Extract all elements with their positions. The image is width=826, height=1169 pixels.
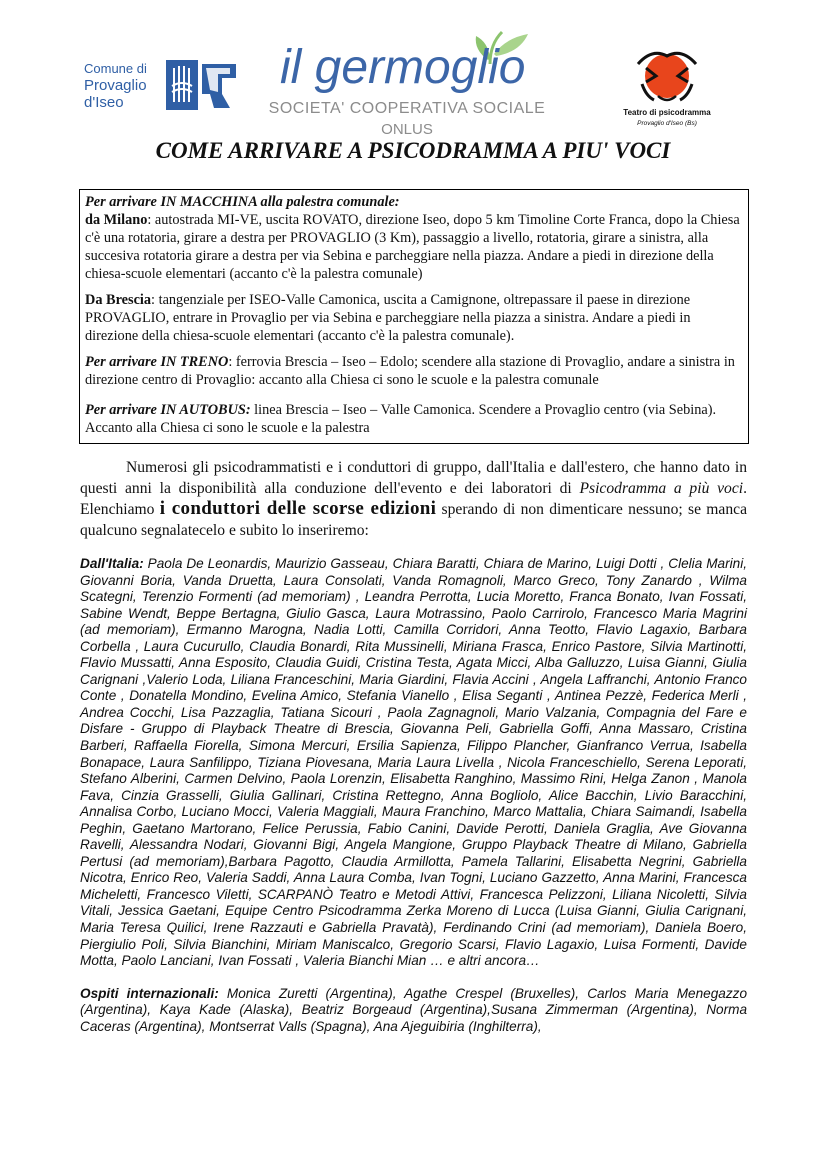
conductors-list [80, 556, 747, 1035]
train-label: Per arrivare IN TRENO [85, 354, 229, 370]
teatro-psicodramma-logo [612, 46, 722, 136]
intro-paragraph [80, 458, 747, 541]
train-text: : ferrovia Brescia – Iseo – Edolo; scendere alla stazione di Provaglio, andare a sinistra in direzione centro di Provaglio: accanto alla Chiesa ci sono le scuole e la palestra comunale [85, 354, 735, 388]
teatro-location: Provaglio d'Iseo (Bs) [637, 120, 697, 127]
intro-highlight: i conduttori delle scorse edizioni [159, 498, 437, 519]
intro-part2: . Elenchiamo [80, 479, 747, 518]
event-name: Psicodramma a più voci [579, 479, 744, 497]
international-guests [80, 986, 747, 1036]
bus-text: linea Brescia – Iseo – Valle Camonica. Scendere a Provaglio centro (via Sebina). Accanto alla Chiesa ci sono le scuole e la palestra [85, 402, 717, 436]
bus-label: Per arrivare IN AUTOBUS: [85, 402, 251, 418]
brand-subtitle: SOCIETA' COOPERATIVA SOCIALE [268, 100, 546, 117]
brand-onlus: ONLUS [381, 121, 433, 138]
italy-label: Dall'Italia: [80, 556, 144, 571]
il-germoglio-logo [262, 30, 562, 140]
comune-line1: Comune di [84, 61, 147, 76]
italy-conductors [80, 556, 747, 970]
comune-logo-text [84, 60, 147, 111]
comune-provaglio-logo [82, 58, 242, 118]
train-directions [85, 353, 743, 389]
intro-part1: Numerosi gli psicodrammatisti e i conduttori di gruppo, dall'Italia e dall'estero, che hanno dato in questi anni la disponibilità alla conduzione dell'evento e dei laboratori di [80, 459, 747, 497]
international-names: Monica Zuretti (Argentina), Agathe Crespel (Bruxelles), Carlos Maria Menegazzo (Argentina), Kaya Kade (Alaska), Beatriz Borgeaud (Argentina),Susana Zimmerman (Argentina), Norma Caceras (Argentina), Montserrat Valls (Spagna), Ana Ajeguibiria (Inghilterra), [80, 985, 748, 1034]
car-heading: Per arrivare IN MACCHINA alla palestra comunale: [85, 194, 400, 210]
coat-of-arms-icon [166, 58, 238, 112]
bus-directions [85, 401, 743, 437]
milano-label: da Milano [85, 212, 148, 228]
comune-line2: Provaglio [84, 77, 147, 94]
intro-part3: sperando di non dimenticare nessuno; se manca qualcuno segnalatecelo e subito lo inseriremo: [80, 501, 747, 539]
theatre-mask-icon [632, 46, 702, 108]
italy-names: Paola De Leonardis, Maurizio Gasseau, Chiara Baratti, Chiara de Marino, Luigi Dotti , Clelia Marini, Giovanni Boria, Vanda Druetta, Laura Consolati, Vanda Romagnoli, Marco Greco, Tony Zanardo , Wilma Scategni, Terenzio Formenti (ad memoriam) , Leandra Perrotta, Lucia Moretto, Franca Bonato, Ivan Fossati, Sabine Wendt, Beppe Bertagna, Giulio Gasca, Laura Motrassino, Paolo Carrirolo, Francesco Maria Magrini (ad memoriam), Ermanno Marogna, Nadia Lotti, Camilla Corridori, Anna Teotto, Flavio Lagaxio, Barbara Corbella , Laura Cucurullo, Claudia Bonardi, Rita Mussinelli, Miriana Frasca, Enrico Pastore, Silvia Martinotti, Flavio Mussatti, Anna Esposito, Claudia Guidi, Cristina Testa, Agata Micci, Alba Galluzzo, Luisa Gianni, Giulia Carignani ,Valerio Loda, Liliana Franceschini, Maria Giardini, Flavia Accini , Angela Laffranchi, Antonio Franco Conte , Donatella Mondino, Evelina Amico, Stefania Vianello , Elisa Seganti , Antinea Pezzè, Federica Merli , Andrea Cocchi, Lisa Pazzaglia, Tatiana Sicouri , Paola Zagnagnoli, Mario Valzania, Compagnia del Fare e Disfare - Gruppo di Playback Theatre di Brescia, Giovanna Peli, Gabriella Goffi, Anna Massaro, Cristina Barberi, Raffaella Fiorella, Simona Mercuri, Ersilia Sapienza, Filippo Plancher, Gianfranco Verrua, Isabella Bonapace, Laura Sanfilippo, Tiziana Piovesana, Maria Laura Livella , Nicola Franceschiello, Serena Leporati, Stefano Alberini, Carmen Delvino, Paola Lorenzin, Elisabetta Ranghino, Massimo Rini, Helga Zanon , Manola Fava, Cinzia Grasselli, Giulia Gallinari, Cristina Rettegno, Anna Bogliolo, Alice Bacchin, Livio Baracchini, Annalisa Corbo, Luciano Mocci, Valeria Maggiali, Maura Franchino, Marco Mattalia, Chiara Saimandi, Isabella Peghin, Gaetano Martorano, Felice Perussia, Fabio Canini, Davide Perotti, Daniela Graglia, Ave Giovanna Ravelli, Alessandra Nodari, Giovanni Bigi, Angela Mangione, Gruppo Playback Theatre di Milano, Gabriella Pertusi (ad memoriam),Barbara Pagotto, Claudia Armillotta, Pamela Tallarini, Elisabetta Negrini, Gabriella Nicotra, Enrico Reo, Valeria Saddi, Anna Laura Comba, Ivan Togni, Luciano Gazzetto, Anna Marini, Francesca Micheletti, Francesco Viletti, SCARPANÒ Teatro e Metodi Attivi, Francesca Pelizzoni, Liliana Nicoletti, Silvia Vitali, Jessica Gaetani, Equipe Centro Psicodramma Zerka Moreno di Lucca (Luisa Gianni, Giulia Carignani, Maria Teresa Quilici, Irene Razzauti e Gabriella Pravatà), Ferdinando Crini (ad memoriam), Daniela Boero, Piergiulio Poli, Silvia Bianchini, Miriam Maniscalco, Gregorio Scarsi, Flavio Lagaxio, Luisa Formenti, Davide Motta, Paolo Lanciani, Ivan Fossati , Valeria Bianchi Mian … e altri ancora… [80, 556, 747, 969]
milano-text: : autostrada MI-VE, uscita ROVATO, direzione Iseo, dopo 5 km Timoline Corte Franca, dopo la Chiesa c'è una rotatoria, girare a destra per PROVAGLIO (3 Km), passaggio a livello, rotatoria, girare a sinistra, alla succesiva rotatoria girare a destra per via Sebina e parcheggiare nella piazza. Andare a piedi in direzione della chiesa-scuole elementari (accanto c'è la palestra comunale) [85, 212, 740, 282]
directions-box [79, 189, 749, 444]
teatro-name: Teatro di psicodramma [623, 108, 711, 117]
comune-line3: d'Iseo [84, 94, 124, 111]
brand-name: il germoglio [280, 41, 526, 94]
international-label: Ospiti internazionali: [80, 985, 219, 1001]
brescia-label: Da Brescia [85, 292, 152, 308]
brescia-directions [85, 291, 743, 345]
page-title: COME ARRIVARE A PSICODRAMMA A PIU' VOCI [155, 138, 671, 163]
car-directions [85, 193, 743, 283]
brescia-text: : tangenziale per ISEO-Valle Camonica, uscita a Camignone, oltrepassare il paese in direzione PROVAGLIO, entrare in Provaglio per via Sebina e parcheggiare nella piazza a sinistra. Andare a piedi in direzione della chiesa-scuole elementari (accanto c'è la palestra comunale). [85, 292, 691, 344]
